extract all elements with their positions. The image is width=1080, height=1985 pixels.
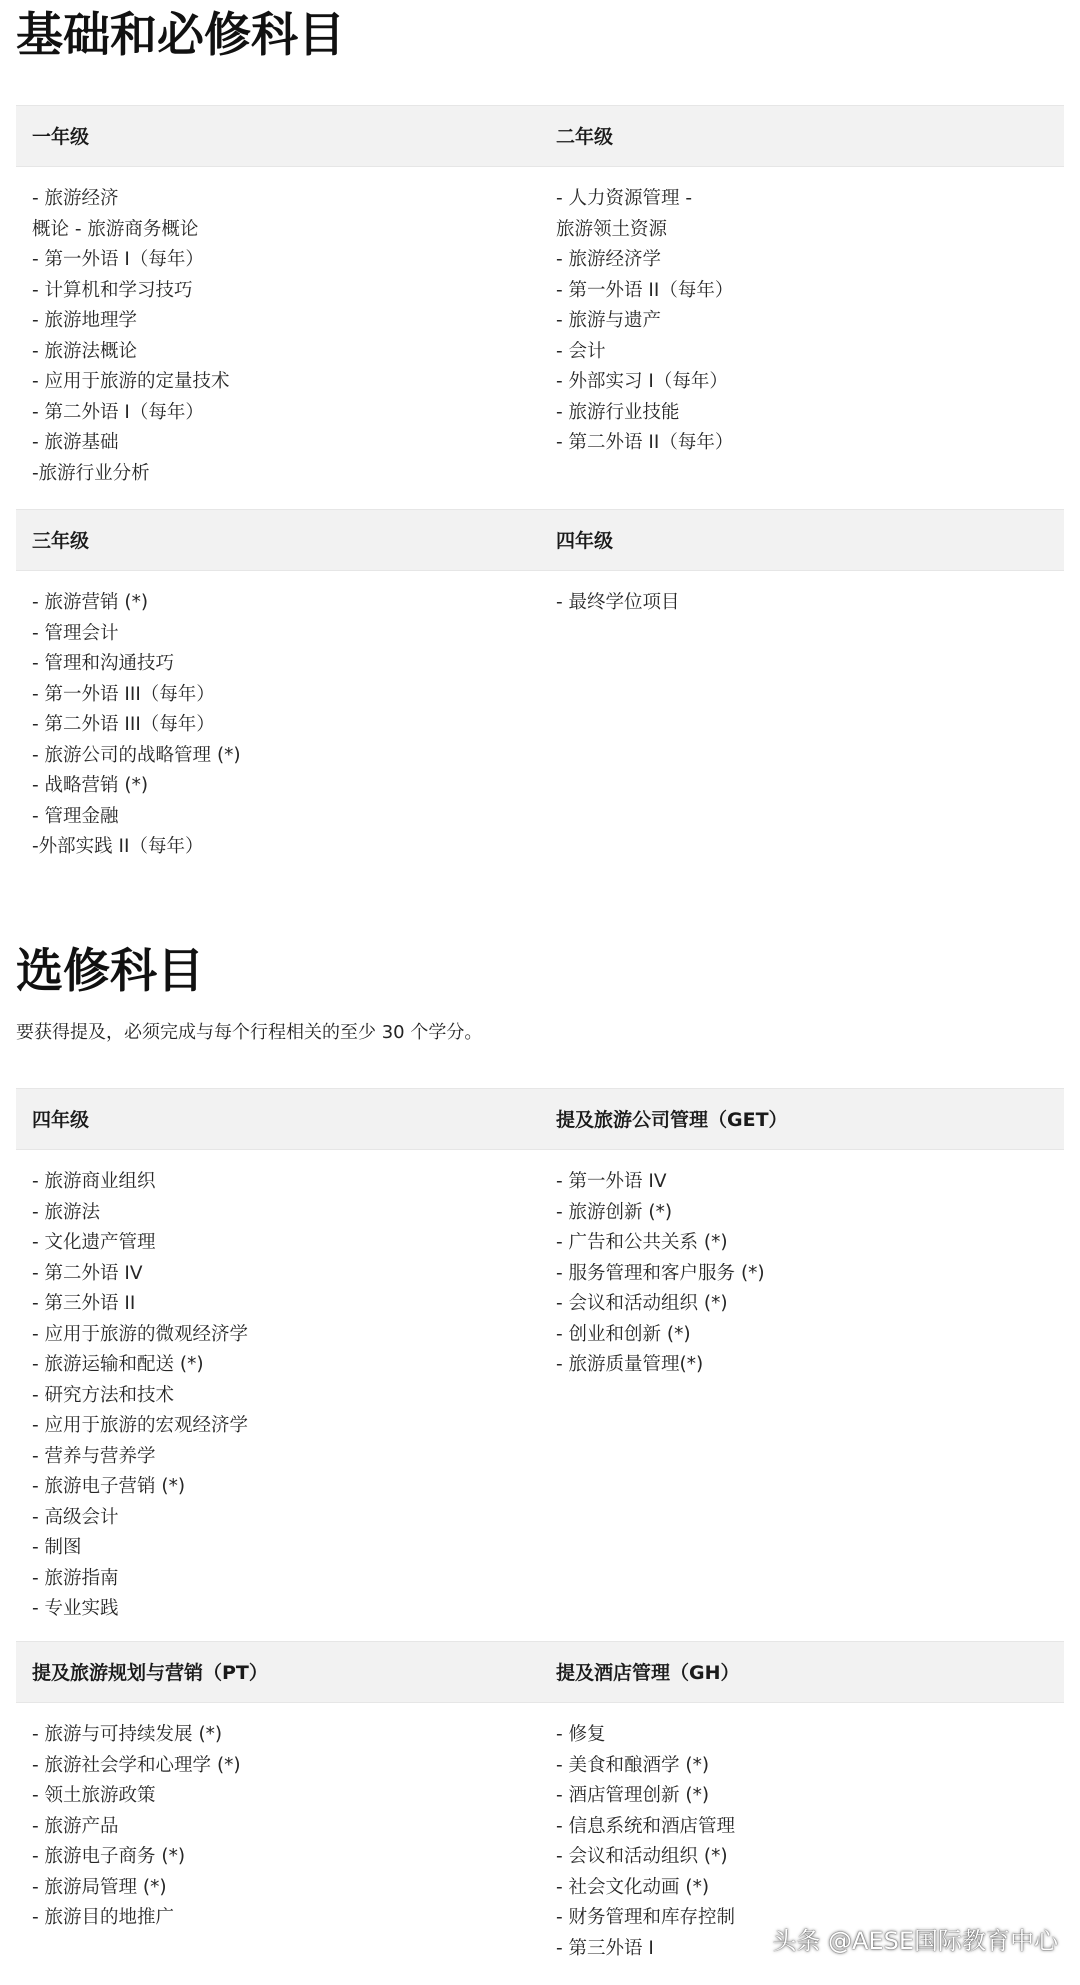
course-item: - 最终学位项目 — [556, 592, 680, 613]
course-item: - 管理金融 — [32, 805, 119, 827]
year-1-course-list — [16, 184, 540, 489]
year-1-heading: 一年级 — [32, 126, 90, 148]
elective-year-4-heading: 四年级 — [32, 1109, 90, 1131]
course-item: - 制图 — [32, 1537, 82, 1558]
course-item: - 营养与营养学 — [32, 1445, 156, 1467]
course-item: - 旅游局管理 (*) — [32, 1876, 167, 1898]
course-item: - 第一外语 IV — [556, 1171, 667, 1192]
course-item: - 旅游创新 (*) — [556, 1201, 673, 1223]
core-row-1-body — [16, 167, 1064, 509]
course-item: - 管理和沟通技巧 — [32, 653, 175, 674]
year-3-course-list — [16, 588, 540, 863]
core-row-2 — [16, 509, 1064, 881]
elective-row-2-header — [16, 1641, 1064, 1703]
course-item: - 第三外语 II — [32, 1293, 136, 1314]
course-item: - 创业和创新 (*) — [556, 1323, 691, 1345]
course-item: - 高级会计 — [32, 1506, 119, 1528]
course-item: - 旅游法 — [32, 1201, 101, 1223]
year-4-heading: 四年级 — [556, 530, 614, 552]
course-item: - 旅游运输和配送 (*) — [32, 1354, 204, 1375]
course-item: - 财务管理和库存控制 — [556, 1907, 736, 1928]
course-item: - 旅游经济学 — [556, 249, 662, 270]
course-item: - 旅游指南 — [32, 1567, 119, 1589]
course-item: - 旅游公司的战略管理 (*) — [32, 744, 241, 766]
course-item: - 旅游基础 — [32, 432, 119, 453]
course-item: - 旅游营销 (*) — [32, 592, 149, 613]
course-item: - 人力资源管理 - — [556, 188, 693, 209]
course-item: - 计算机和学习技巧 — [32, 279, 193, 301]
course-item: - 旅游电子商务 (*) — [32, 1846, 186, 1867]
course-item: - 外部实习 I（每年） — [556, 371, 728, 392]
course-item: - 会计 — [556, 340, 606, 362]
course-item: - 旅游与遗产 — [556, 310, 662, 331]
course-item: - 信息系统和酒店管理 — [556, 1815, 736, 1837]
core-section-title: 基础和必修科目 — [16, 8, 345, 63]
get-track-heading: 提及旅游公司管理（GET） — [556, 1109, 788, 1131]
course-item: - 旅游商业组织 — [32, 1171, 156, 1192]
course-item: - 研究方法和技术 — [32, 1384, 175, 1406]
course-item: - 广告和公共关系 (*) — [556, 1232, 728, 1253]
pt-track-heading: 提及旅游规划与营销（PT） — [32, 1662, 268, 1684]
elective-row-1-header — [16, 1088, 1064, 1150]
course-item: - 管理会计 — [32, 622, 119, 644]
course-item: - 美食和酿酒学 (*) — [556, 1754, 710, 1776]
course-item: - 第一外语 III（每年） — [32, 683, 215, 705]
core-row-1-header — [16, 105, 1064, 167]
watermark: 头条 @AESE国际教育中心 — [772, 1927, 1058, 1955]
course-item: - 第二外语 III（每年） — [32, 714, 215, 735]
course-item: - 会议和活动组织 (*) — [556, 1846, 728, 1867]
elective-row-1 — [16, 1088, 1064, 1641]
course-item: - 旅游地理学 — [32, 310, 138, 331]
course-item: - 旅游电子营销 (*) — [32, 1476, 186, 1497]
course-item: - 第三外语 I — [556, 1937, 654, 1959]
course-item: - 文化遗产管理 — [32, 1232, 156, 1253]
elective-row-1-body — [16, 1150, 1064, 1641]
course-item: - 应用于旅游的宏观经济学 — [32, 1415, 249, 1436]
course-item: - 领土旅游政策 — [32, 1785, 156, 1806]
course-item: - 战略营销 (*) — [32, 775, 149, 796]
course-item: - 应用于旅游的定量技术 — [32, 371, 230, 392]
course-item: - 社会文化动画 (*) — [556, 1876, 710, 1898]
elective-year-4-course-list — [16, 1167, 540, 1625]
course-item: - 旅游行业技能 — [556, 401, 680, 423]
core-row-2-header — [16, 509, 1064, 571]
course-item: 旅游领土资源 — [556, 218, 668, 240]
course-item: - 旅游与可持续发展 (*) — [32, 1724, 223, 1745]
elective-courses-table — [16, 1088, 1064, 1983]
course-item: -外部实践 II（每年） — [32, 836, 204, 857]
course-item: - 旅游质量管理(*) — [556, 1354, 704, 1375]
course-item: - 专业实践 — [32, 1598, 119, 1619]
year-2-heading: 二年级 — [556, 126, 614, 148]
course-item: - 修复 — [556, 1724, 606, 1745]
course-item: - 旅游产品 — [32, 1815, 119, 1837]
electives-intro: 要获得提及，必须完成与每个行程相关的至少 30 个学分。 — [16, 1022, 483, 1043]
course-item: - 第一外语 I（每年） — [32, 249, 204, 270]
core-row-2-body — [16, 571, 1064, 881]
course-item: - 旅游社会学和心理学 (*) — [32, 1754, 241, 1776]
course-item: 概论 - 旅游商务概论 — [32, 218, 199, 240]
year-2-course-list — [540, 184, 1064, 459]
year-4-course-list — [540, 588, 1064, 619]
course-item: - 酒店管理创新 (*) — [556, 1785, 710, 1806]
course-item: - 第二外语 IV — [32, 1262, 143, 1284]
year-3-heading: 三年级 — [32, 530, 90, 552]
course-item: - 旅游目的地推广 — [32, 1907, 175, 1928]
pt-track-course-list — [16, 1720, 540, 1934]
course-item: - 会议和活动组织 (*) — [556, 1293, 728, 1314]
course-item: - 旅游法概论 — [32, 340, 138, 362]
get-track-course-list — [540, 1167, 1064, 1381]
electives-section-title: 选修科目 — [16, 944, 204, 999]
course-item: - 旅游经济 — [32, 188, 119, 209]
course-item: - 应用于旅游的微观经济学 — [32, 1323, 249, 1345]
gh-track-heading: 提及酒店管理（GH） — [556, 1662, 740, 1684]
core-row-1 — [16, 105, 1064, 509]
course-item: - 第二外语 II（每年） — [556, 432, 734, 453]
course-item: -旅游行业分析 — [32, 462, 150, 484]
core-courses-table — [16, 105, 1064, 881]
course-item: - 第二外语 I（每年） — [32, 401, 204, 423]
course-item: - 第一外语 II（每年） — [556, 279, 734, 301]
course-item: - 服务管理和客户服务 (*) — [556, 1262, 765, 1284]
